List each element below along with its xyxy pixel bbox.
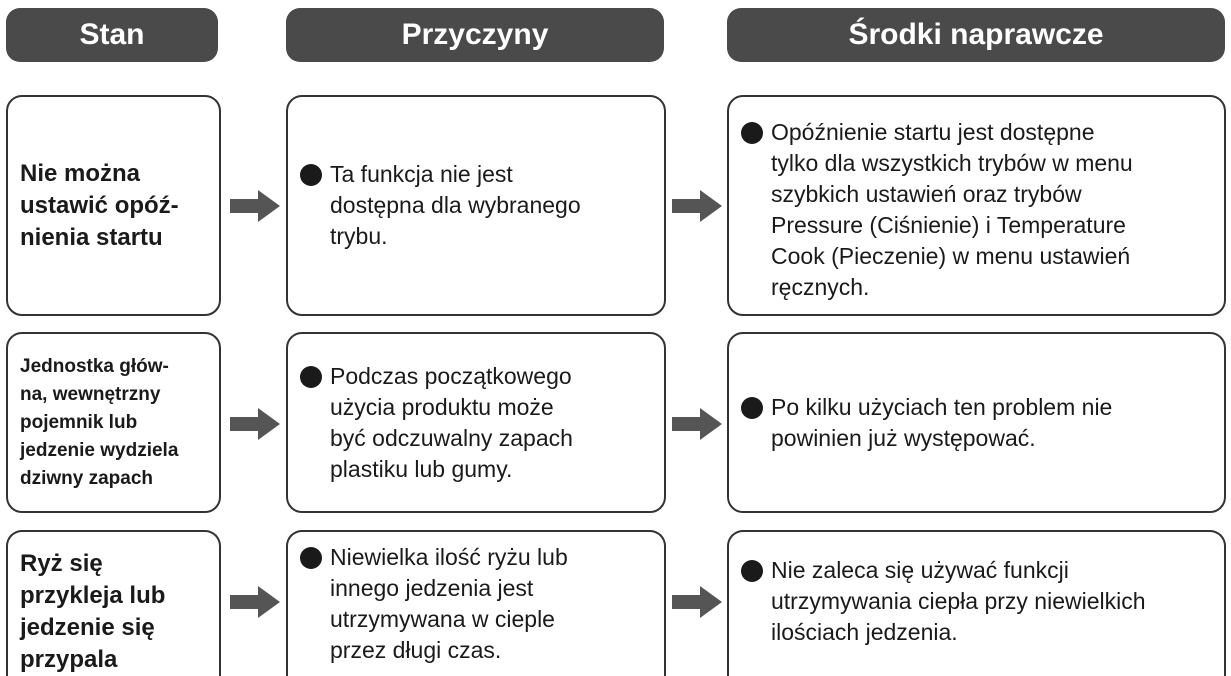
row-1-remedy-line: Cook (Pieczenie) w menu ustawień <box>771 243 1131 269</box>
row-2-remedy-line: Po kilku użyciach ten problem nie <box>771 393 1113 420</box>
row-1-cause-line: Ta funkcja nie jest <box>330 161 513 187</box>
row-2-state-box <box>6 332 221 513</box>
row-2-cause-line: Podczas początkowego <box>330 362 572 389</box>
row-1-remedy-line: tylko dla wszystkich trybów w menu <box>771 150 1133 176</box>
row-1-remedy-line: Pressure (Ciśnienie) i Temperature <box>771 212 1126 238</box>
row-3-state-box <box>6 530 221 676</box>
row-1-state-box <box>6 95 221 316</box>
row-2-remedy-line: powinien już występować. <box>771 424 1036 451</box>
row-2-state-line: Jednostka głów- <box>20 355 169 377</box>
header-state-label: Stan <box>79 18 145 51</box>
row-1-state-text <box>8 158 185 254</box>
row-2-remedy-text <box>729 392 1122 454</box>
row-1-remedy-line: szybkich ustawień oraz trybów <box>771 181 1082 207</box>
row-3-remedy-line: Nie zaleca się używać funkcji <box>771 556 1069 583</box>
row-3-cause-box <box>286 530 666 676</box>
arrow-right-icon <box>672 586 722 618</box>
row-3-state-line: przykleja lub <box>20 582 166 609</box>
row-3-cause-line: Niewielka ilość ryżu lub <box>330 544 568 570</box>
row-1-state-line: nienia startu <box>20 223 163 251</box>
bullet-icon <box>300 547 322 569</box>
arrow-right-icon <box>672 408 722 440</box>
header-causes-label: Przyczyny <box>401 18 549 51</box>
row-1-state-line: ustawić opóź- <box>20 191 179 219</box>
row-1-cause-text <box>288 159 591 252</box>
row-2-state-line: na, wewnętrzny <box>20 383 161 405</box>
row-3-remedy-box <box>727 530 1226 676</box>
row-2-cause-line: użycia produktu może <box>330 393 554 420</box>
row-2-state-line: dziwny zapach <box>20 467 154 489</box>
header-causes <box>286 8 664 62</box>
row-2-cause-text <box>288 361 583 485</box>
arrow-right-icon <box>230 586 280 618</box>
row-3-state-line: jedzenie się <box>20 614 155 641</box>
row-1-remedy-line: ręcznych. <box>771 274 870 300</box>
row-2-remedy-box <box>727 332 1226 513</box>
row-3-cause-text <box>288 532 578 666</box>
arrow-right-icon <box>672 190 722 222</box>
row-3-state-line: przypala <box>20 646 118 673</box>
row-2-cause-line: być odczuwalny zapach <box>330 424 573 451</box>
row-3-state-text <box>8 532 171 676</box>
row-1-state-line: Nie można <box>20 159 141 187</box>
row-2-state-text <box>8 353 184 493</box>
row-1-cause-box <box>286 95 666 316</box>
bullet-icon <box>741 560 763 582</box>
bullet-icon <box>300 164 322 186</box>
row-3-state-line: Ryż się <box>20 550 103 577</box>
row-2-state-line: pojemnik lub <box>20 411 138 433</box>
arrow-right-icon <box>230 190 280 222</box>
row-2-cause-line: plastiku lub gumy. <box>330 455 513 482</box>
bullet-icon <box>741 397 763 419</box>
header-state <box>6 8 218 62</box>
row-1-cause-line: dostępna dla wybranego <box>330 192 581 218</box>
row-2-state-line: jedzenie wydziela <box>20 439 179 461</box>
row-1-remedy-line: Opóźnienie startu jest dostępne <box>771 119 1095 145</box>
row-3-cause-line: przez długi czas. <box>330 637 502 663</box>
header-remedies-label: Środki naprawcze <box>848 18 1104 51</box>
arrow-right-icon <box>230 408 280 440</box>
header-remedies <box>727 8 1225 62</box>
row-3-remedy-line: ilościach jedzenia. <box>771 618 958 645</box>
row-2-cause-box <box>286 332 666 513</box>
row-3-remedy-text <box>729 555 1156 648</box>
row-1-cause-line: trybu. <box>330 223 388 249</box>
row-3-cause-line: innego jedzenia jest <box>330 575 534 601</box>
bullet-icon <box>741 122 763 144</box>
bullet-icon <box>300 366 322 388</box>
row-1-remedy-text <box>729 97 1143 303</box>
row-3-remedy-line: utrzymywania ciepła przy niewielkich <box>771 587 1146 614</box>
row-1-remedy-box <box>727 95 1226 316</box>
row-3-cause-line: utrzymywana w cieple <box>330 606 555 632</box>
